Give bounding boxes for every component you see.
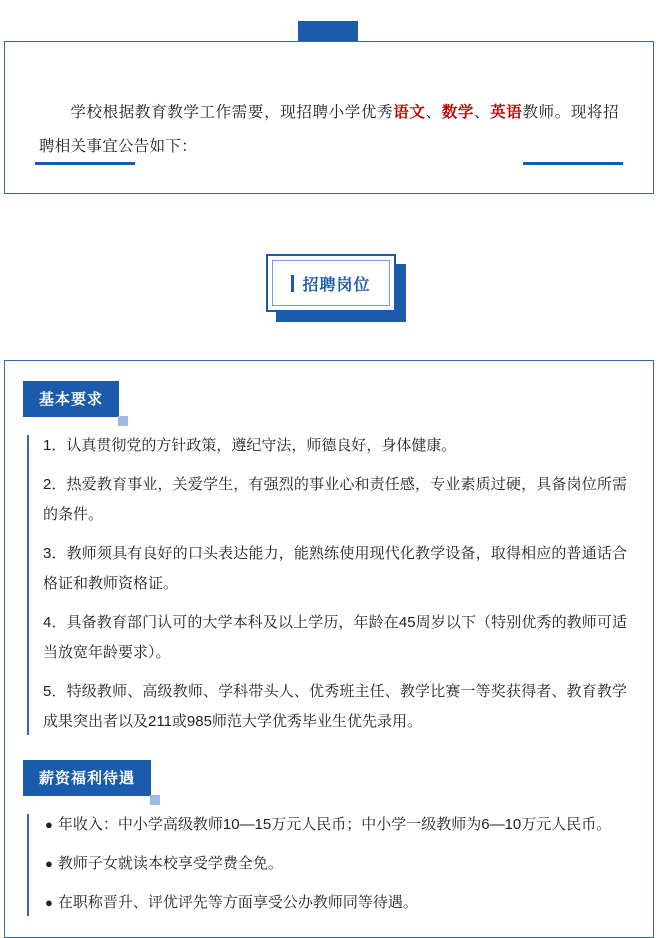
section-badge-label: 招聘岗位	[302, 276, 371, 294]
intro-tab-decoration	[298, 21, 358, 41]
list-item	[43, 810, 627, 840]
list-item: 2．热爱教育事业，关爱学生，有强烈的事业心和责任感，专业素质过硬，具备岗位所需的条件。	[43, 476, 627, 523]
intro-rule-left	[35, 162, 135, 165]
section-badge-inner	[272, 260, 390, 306]
subject-english: 英语	[490, 103, 523, 121]
list-item: 1．认真贯彻党的方针政策，遵纪守法，师德良好，身体健康。	[43, 437, 457, 454]
intro-text-before: 学校根据教育教学工作需要，现招聘小学优秀	[70, 103, 394, 121]
list-item	[43, 849, 627, 879]
subject-math: 数学	[441, 103, 474, 121]
panel-bottom-spacer	[5, 927, 653, 937]
bullet-icon: ●	[45, 856, 53, 871]
basic-requirements-tag: 基本要求	[23, 381, 119, 417]
bullet-icon: ●	[45, 817, 53, 832]
separator-2: 、	[474, 103, 491, 121]
list-item: 4．具备教育部门认可的大学本科及以上学历，年龄在45周岁以下（特别优秀的教师可适当放宽年龄要求）。	[43, 614, 627, 661]
intro-paragraph	[39, 96, 619, 164]
intro-card	[4, 41, 654, 194]
intro-text-after: 教师。现将招聘相关事宜公告如下：	[39, 103, 619, 155]
salary-benefits-list	[5, 810, 653, 918]
list-item-text: 年收入：中小学高级教师10—15万元人民币；中小学一级教师为6—10万元人民币。	[57, 816, 612, 833]
intro-rule-right	[523, 162, 623, 165]
list-item: 3．教师须具有良好的口头表达能力，能熟练使用现代化教学设备，取得相应的普通话合格证和教师资格证。	[43, 545, 627, 592]
subject-chinese: 语文	[393, 103, 426, 121]
list-item	[43, 888, 627, 918]
basic-requirements-list	[5, 431, 653, 737]
list-item-text: 教师子女就读本校享受学费全免。	[57, 855, 283, 872]
list-item: 5．特级教师、高级教师、学科带头人、优秀班主任、教学比赛一等奖获得者、教育教学成果突出者以及211或985师范大学优秀毕业生优先录用。	[43, 683, 627, 730]
bullet-icon: ●	[45, 895, 53, 910]
intro-section	[0, 0, 658, 194]
badge-bar-icon	[291, 275, 294, 292]
list-item-text: 在职称晋升、评优评先等方面享受公办教师同等待遇。	[57, 894, 418, 911]
section-badge	[266, 254, 396, 312]
section-gap	[5, 746, 653, 760]
separator-1: 、	[425, 103, 442, 121]
salary-benefits-tag: 薪资福利待遇	[23, 760, 151, 796]
section-heading	[0, 250, 658, 360]
content-panel	[4, 360, 654, 938]
